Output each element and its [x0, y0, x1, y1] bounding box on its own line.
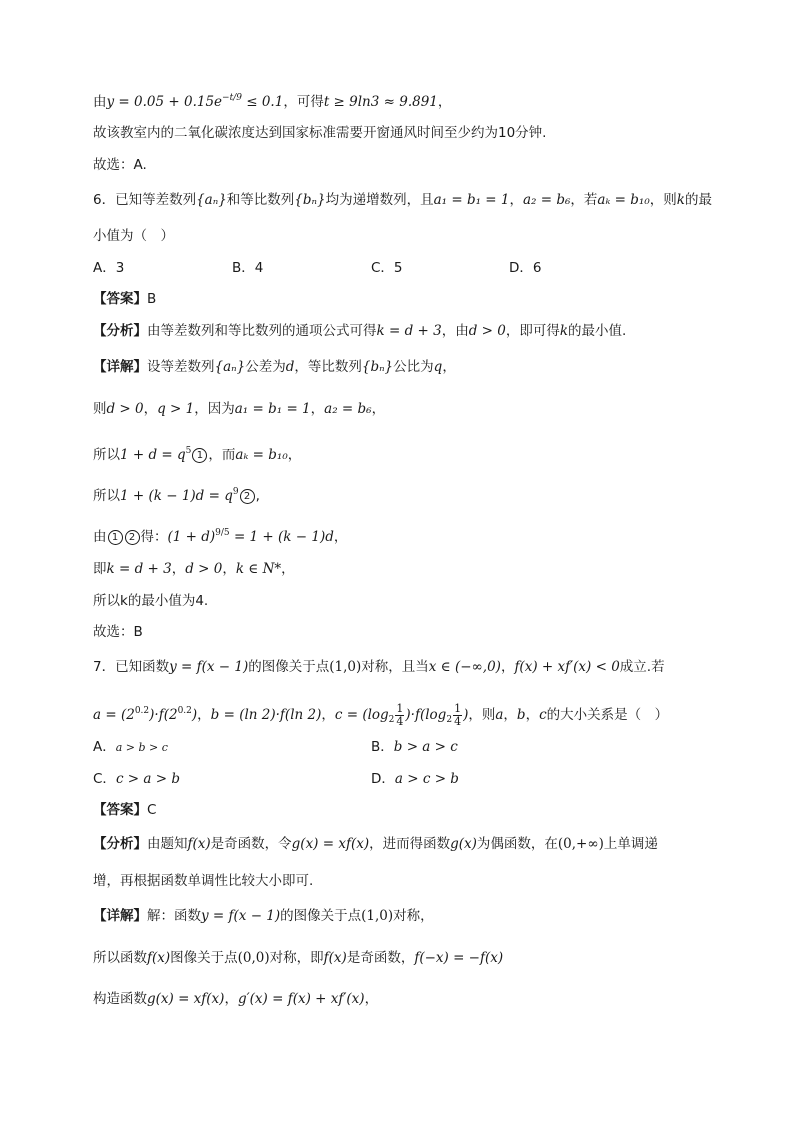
- text: 由等差数列和等比数列的通项公式可得: [147, 323, 377, 339]
- q7-step-2: [93, 989, 378, 1009]
- text: 得：: [140, 529, 168, 545]
- q7-detail: [93, 906, 434, 926]
- math: a₁ = b₁ = 1: [234, 401, 311, 417]
- text: ，等比数列: [294, 359, 362, 375]
- math: f(x) + xf′(x) < 0: [514, 659, 620, 675]
- q6-step-5: [93, 559, 295, 579]
- math: a₂ = b₆: [324, 401, 372, 417]
- text: 设等差数列: [147, 359, 215, 375]
- fraction-denominator: 4: [396, 714, 404, 728]
- math: g′(x) = f(x) + xf′(x): [237, 991, 365, 1007]
- math: y = 0.05 + 0.15e: [106, 94, 223, 110]
- fraction-denominator: 4: [454, 714, 462, 728]
- text: 即: [93, 561, 107, 577]
- math: y = f(x − 1): [201, 908, 281, 924]
- analysis-tag: 【分析】: [93, 323, 147, 339]
- fraction: [453, 703, 462, 728]
- text: C: [147, 802, 157, 818]
- text: 图像关于点: [170, 950, 238, 966]
- math: k ∈ N*: [235, 561, 282, 577]
- q7-option-a: [93, 737, 168, 758]
- text: ，即可得: [505, 323, 560, 339]
- text: ，则: [468, 707, 496, 723]
- math: aₖ = b₁₀: [597, 192, 650, 208]
- text: ，因为: [194, 401, 235, 417]
- text: B: [147, 291, 157, 307]
- math: ≤ 0.1: [241, 94, 284, 110]
- text: 6．已知等差数列: [93, 192, 197, 208]
- math: {bₙ}: [361, 359, 394, 375]
- math: )·f(2: [149, 707, 178, 723]
- math: = 1 + (k − 1)d: [229, 529, 334, 545]
- answer-tag: 【答案】: [93, 291, 147, 307]
- math: q: [433, 359, 443, 375]
- text: ，: [437, 94, 452, 110]
- question-6-stem: [93, 190, 712, 210]
- text: 成立.若: [619, 659, 665, 675]
- text: 公比为: [393, 359, 434, 375]
- text: ，: [222, 561, 236, 577]
- q6-answer: [93, 289, 156, 309]
- math: (1 + d): [167, 529, 216, 545]
- math: aₖ = b₁₀: [235, 447, 288, 463]
- q6-step-4: [93, 523, 347, 547]
- q6-choice: 故选：B: [93, 624, 143, 640]
- math: k = d + 3: [106, 561, 172, 577]
- q6-option-d: D．6: [509, 260, 542, 276]
- math: t ≥ 9ln3 ≈ 9.891: [323, 94, 438, 110]
- math: (0,0): [237, 950, 270, 966]
- text: ，由: [441, 323, 469, 339]
- math: q > 1: [157, 401, 195, 417]
- q6-option-c: C．5: [371, 260, 403, 276]
- question-7-stem: [93, 657, 665, 677]
- text: ，: [197, 707, 211, 723]
- math: a = (2: [93, 707, 135, 723]
- q7-option-c: [93, 769, 180, 789]
- q6-step-2: [93, 441, 301, 465]
- math: d > 0: [468, 323, 506, 339]
- option-label: C．: [93, 771, 116, 787]
- math-exponent: −t/9: [222, 93, 242, 103]
- text: ，: [500, 659, 515, 675]
- q7-option-d: [371, 769, 459, 789]
- q6-step-1: [93, 399, 385, 419]
- math: c > a > b: [115, 771, 180, 787]
- text: 所以: [93, 447, 120, 463]
- text: ，进而得函数: [369, 836, 451, 852]
- text: 7．已知函数: [93, 659, 170, 675]
- math: a: [495, 707, 504, 723]
- math: k: [559, 323, 569, 339]
- option-label: D．: [371, 771, 395, 787]
- q7-analysis: [93, 834, 658, 854]
- answer-tag: 【答案】: [93, 802, 147, 818]
- math: f(−x) = −f(x): [414, 950, 504, 966]
- math-exponent: 0.2: [134, 706, 150, 716]
- option-label: B．: [371, 739, 394, 755]
- detail-tag: 【详解】: [93, 359, 147, 375]
- text: 和等比数列: [226, 192, 295, 208]
- text: 是奇函数，令: [210, 836, 292, 852]
- math: b = (ln 2)·f(ln 2): [210, 707, 322, 723]
- detail-tag: 【详解】: [93, 908, 147, 924]
- analysis-tag: 【分析】: [93, 836, 147, 852]
- math: a₂ = b₆: [523, 192, 571, 208]
- text: 对称，且当: [361, 659, 429, 675]
- math: {aₙ}: [214, 359, 246, 375]
- q7-answer: [93, 800, 156, 820]
- math: (1,0): [361, 908, 394, 924]
- math-subscript: 2: [446, 715, 453, 725]
- solution-answer-choice: 故选：A.: [93, 157, 147, 173]
- question-6-stem-cont: 小值为（ ）: [93, 228, 174, 244]
- solution-conclusion: 故该教室内的二氧化碳浓度达到国家标准需要开窗通风时间至少约为10分钟.: [93, 125, 547, 141]
- text: ，则: [649, 192, 677, 208]
- circled-two: 2: [240, 489, 255, 504]
- circled-one: 1: [192, 448, 207, 463]
- math: a₁ = b₁ = 1: [433, 192, 510, 208]
- text: 则: [93, 401, 107, 417]
- math: g(x) = xf(x): [147, 991, 225, 1007]
- math: k = d + 3: [376, 323, 442, 339]
- fraction: [395, 703, 404, 728]
- solution-line-formula: [93, 88, 451, 112]
- q6-analysis: [93, 321, 626, 341]
- question-7-definitions: [93, 699, 668, 732]
- text: 为偶函数，在: [476, 836, 558, 852]
- text: ，: [525, 707, 540, 723]
- text: ，: [143, 401, 158, 417]
- math: b: [516, 707, 526, 723]
- text: 的最: [684, 192, 712, 208]
- math: a > b > c: [115, 741, 168, 754]
- math: ): [191, 707, 198, 723]
- text: ，: [281, 561, 295, 577]
- text: ，而: [208, 447, 236, 463]
- math-exponent: 9: [232, 487, 239, 497]
- math: d: [285, 359, 295, 375]
- text: 上单调递: [603, 836, 658, 852]
- math: (0,+∞): [557, 836, 604, 852]
- text: 均为递增数列，且: [325, 192, 434, 208]
- math: )·f(log: [405, 707, 447, 723]
- math: k: [676, 192, 685, 208]
- math: b > a > c: [393, 739, 458, 755]
- q7-analysis-cont: 增，再根据函数单调性比较大小即可.: [93, 873, 314, 889]
- text: 的最小值.: [568, 323, 627, 339]
- q6-step-6: 所以k的最小值为4.: [93, 593, 209, 609]
- text: 由: [93, 94, 107, 110]
- text: ，若: [570, 192, 598, 208]
- math: d > 0: [106, 401, 144, 417]
- text: 对称，: [393, 908, 434, 924]
- math-subscript: 2: [388, 715, 395, 725]
- math: (1,0): [329, 659, 362, 675]
- math: {bₙ}: [294, 192, 326, 208]
- text: ，: [333, 529, 348, 545]
- text: 公差为: [245, 359, 286, 375]
- q7-step-1: [93, 948, 503, 968]
- math: {aₙ}: [196, 192, 227, 208]
- text: 所以: [93, 488, 120, 504]
- q7-option-b: [371, 737, 458, 757]
- text: 的图像关于点: [280, 908, 362, 924]
- text: ，: [171, 561, 186, 577]
- text: ，: [371, 401, 386, 417]
- q6-step-3: [93, 482, 260, 506]
- text: 构造函数: [93, 991, 147, 1007]
- text: 的图像关于点: [248, 659, 330, 675]
- math: 1 + (k − 1)d = q: [120, 488, 233, 504]
- text: 所以函数: [93, 950, 147, 966]
- option-label: A．: [93, 739, 116, 755]
- text: 由: [93, 529, 107, 545]
- text: ，: [224, 991, 238, 1007]
- math: x ∈ (−∞,0): [428, 659, 501, 675]
- text: ，: [442, 359, 456, 375]
- q6-option-b: B．4: [232, 260, 264, 276]
- math: d > 0: [185, 561, 223, 577]
- text: ，: [503, 707, 517, 723]
- text: ，: [509, 192, 523, 208]
- circled-one: 1: [108, 530, 123, 545]
- text: ，: [364, 991, 379, 1007]
- circled-two: 2: [125, 530, 140, 545]
- text: 由题知: [147, 836, 188, 852]
- math: f(x): [147, 950, 171, 966]
- math: 1 + d = q: [120, 447, 186, 463]
- math: g(x): [450, 836, 477, 852]
- math: ): [463, 707, 469, 723]
- text: 对称，即: [269, 950, 324, 966]
- text: ，: [321, 707, 335, 723]
- math: a > c > b: [394, 771, 459, 787]
- text: 解：函数: [147, 908, 201, 924]
- math-exponent: 5: [185, 446, 192, 456]
- fraction-numerator: 1: [396, 701, 404, 715]
- math-exponent: 0.2: [177, 706, 192, 716]
- text: ，可得: [283, 94, 324, 110]
- math: g(x) = xf(x): [291, 836, 370, 852]
- math-exponent: 9/5: [215, 528, 230, 538]
- text: ,: [255, 488, 260, 504]
- text: ，: [310, 401, 325, 417]
- math: c = (log: [334, 707, 389, 723]
- math: f(x): [323, 950, 347, 966]
- q6-detail: [93, 357, 456, 377]
- text: 的大小关系是（ ）: [546, 707, 669, 723]
- text: 是奇函数，: [346, 950, 415, 966]
- math: y = f(x − 1): [169, 659, 249, 675]
- math: c: [539, 707, 547, 723]
- math: f(x): [187, 836, 211, 852]
- fraction-numerator: 1: [454, 701, 462, 715]
- q6-option-a: A．3: [93, 260, 125, 276]
- text: ，: [287, 447, 302, 463]
